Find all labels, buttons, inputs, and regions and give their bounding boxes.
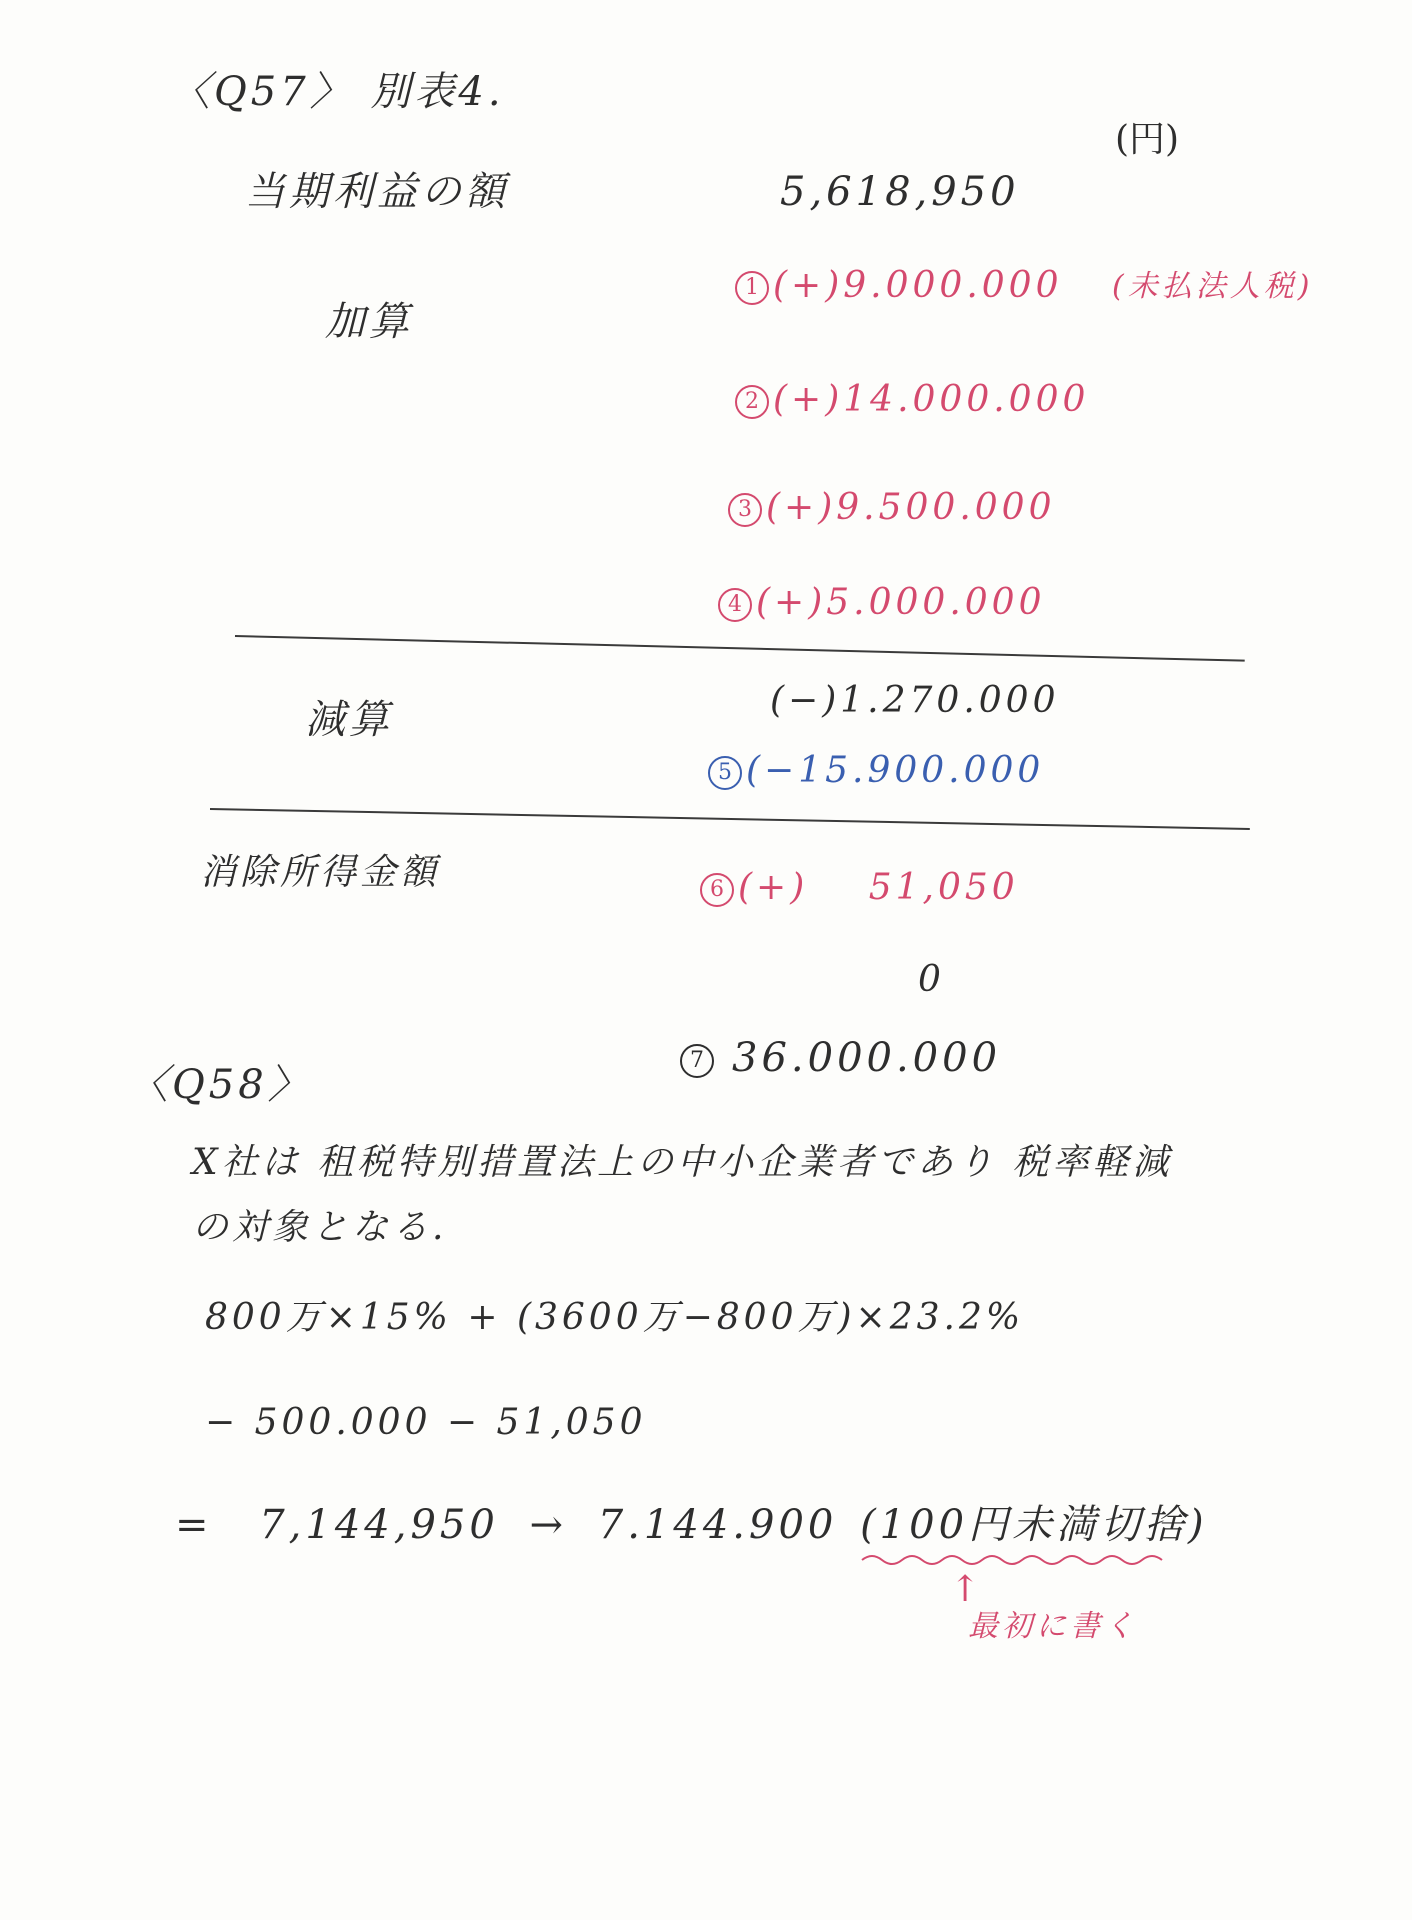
addition-row-3: [728, 487, 1056, 528]
q58-sentence-1: X社は 租税特別措置法上の中小企業者であり 税率軽減: [192, 1142, 1173, 1183]
addition-amount: (+)9.000.000: [773, 265, 1063, 306]
equals-sign: =: [175, 1502, 213, 1548]
subtraction-amount: (−15.900.000: [746, 750, 1045, 791]
sub-label: 減算: [305, 697, 393, 743]
circled-number: 5: [708, 756, 742, 790]
add-label: 加算: [325, 299, 413, 345]
circled-number: 7: [680, 1044, 714, 1078]
q58-result-row: [175, 1502, 1208, 1548]
circled-number: 3: [728, 493, 762, 527]
q58-sentence-2: の対象となる.: [192, 1207, 448, 1248]
write-first-note: 最初に書く: [968, 1609, 1138, 1644]
zero-value: 0: [918, 959, 945, 1000]
arrow-icon: →: [529, 1502, 568, 1548]
addition-amount: (+)14.000.000: [773, 379, 1090, 420]
divider-line: [210, 808, 1250, 830]
addition-amount: (+)5.000.000: [756, 582, 1046, 623]
addition-row-2: [735, 379, 1090, 420]
circled-number: 4: [718, 588, 752, 622]
divider-line: [235, 635, 1245, 662]
addition-row-4: [718, 582, 1046, 623]
income-sign: (+): [738, 867, 809, 908]
income-value: 51,050: [868, 867, 1019, 908]
q58-heading: 〈Q58〉: [128, 1062, 312, 1108]
subtraction-row-1: (−)1.270.000: [770, 680, 1060, 721]
addition-row-1: [735, 265, 1063, 306]
circled-number: 6: [700, 873, 734, 907]
income-label: 消除所得金額: [200, 852, 441, 893]
wavy-underline: [860, 1550, 1180, 1570]
income-row: [700, 867, 1019, 908]
total-value: 36.000.000: [732, 1035, 1002, 1081]
result-rounded: 7.144.900: [597, 1502, 838, 1548]
addition-amount: (+)9.500.000: [766, 487, 1056, 528]
rounding-note: (100円未満切捨): [860, 1502, 1208, 1548]
unit-label: (円): [1115, 119, 1180, 160]
pointer-arrow-icon: ↑: [950, 1569, 981, 1610]
addition-note: (未払法人税): [1112, 269, 1314, 304]
total-row: [680, 1035, 1002, 1081]
subtraction-row-2: [708, 750, 1045, 791]
circled-number: 2: [735, 385, 769, 419]
q58-calc-1: 800万×15% + (3600万−800万)×23.2%: [205, 1297, 1025, 1338]
profit-label: 当期利益の額: [245, 169, 509, 215]
circled-number: 1: [735, 271, 769, 305]
q58-calc-2: − 500.000 − 51,050: [205, 1402, 647, 1443]
profit-value: 5,618,950: [780, 169, 1020, 215]
result-value: 7,144,950: [259, 1502, 499, 1548]
q57-heading: 〈Q57〉 別表4.: [170, 69, 505, 115]
